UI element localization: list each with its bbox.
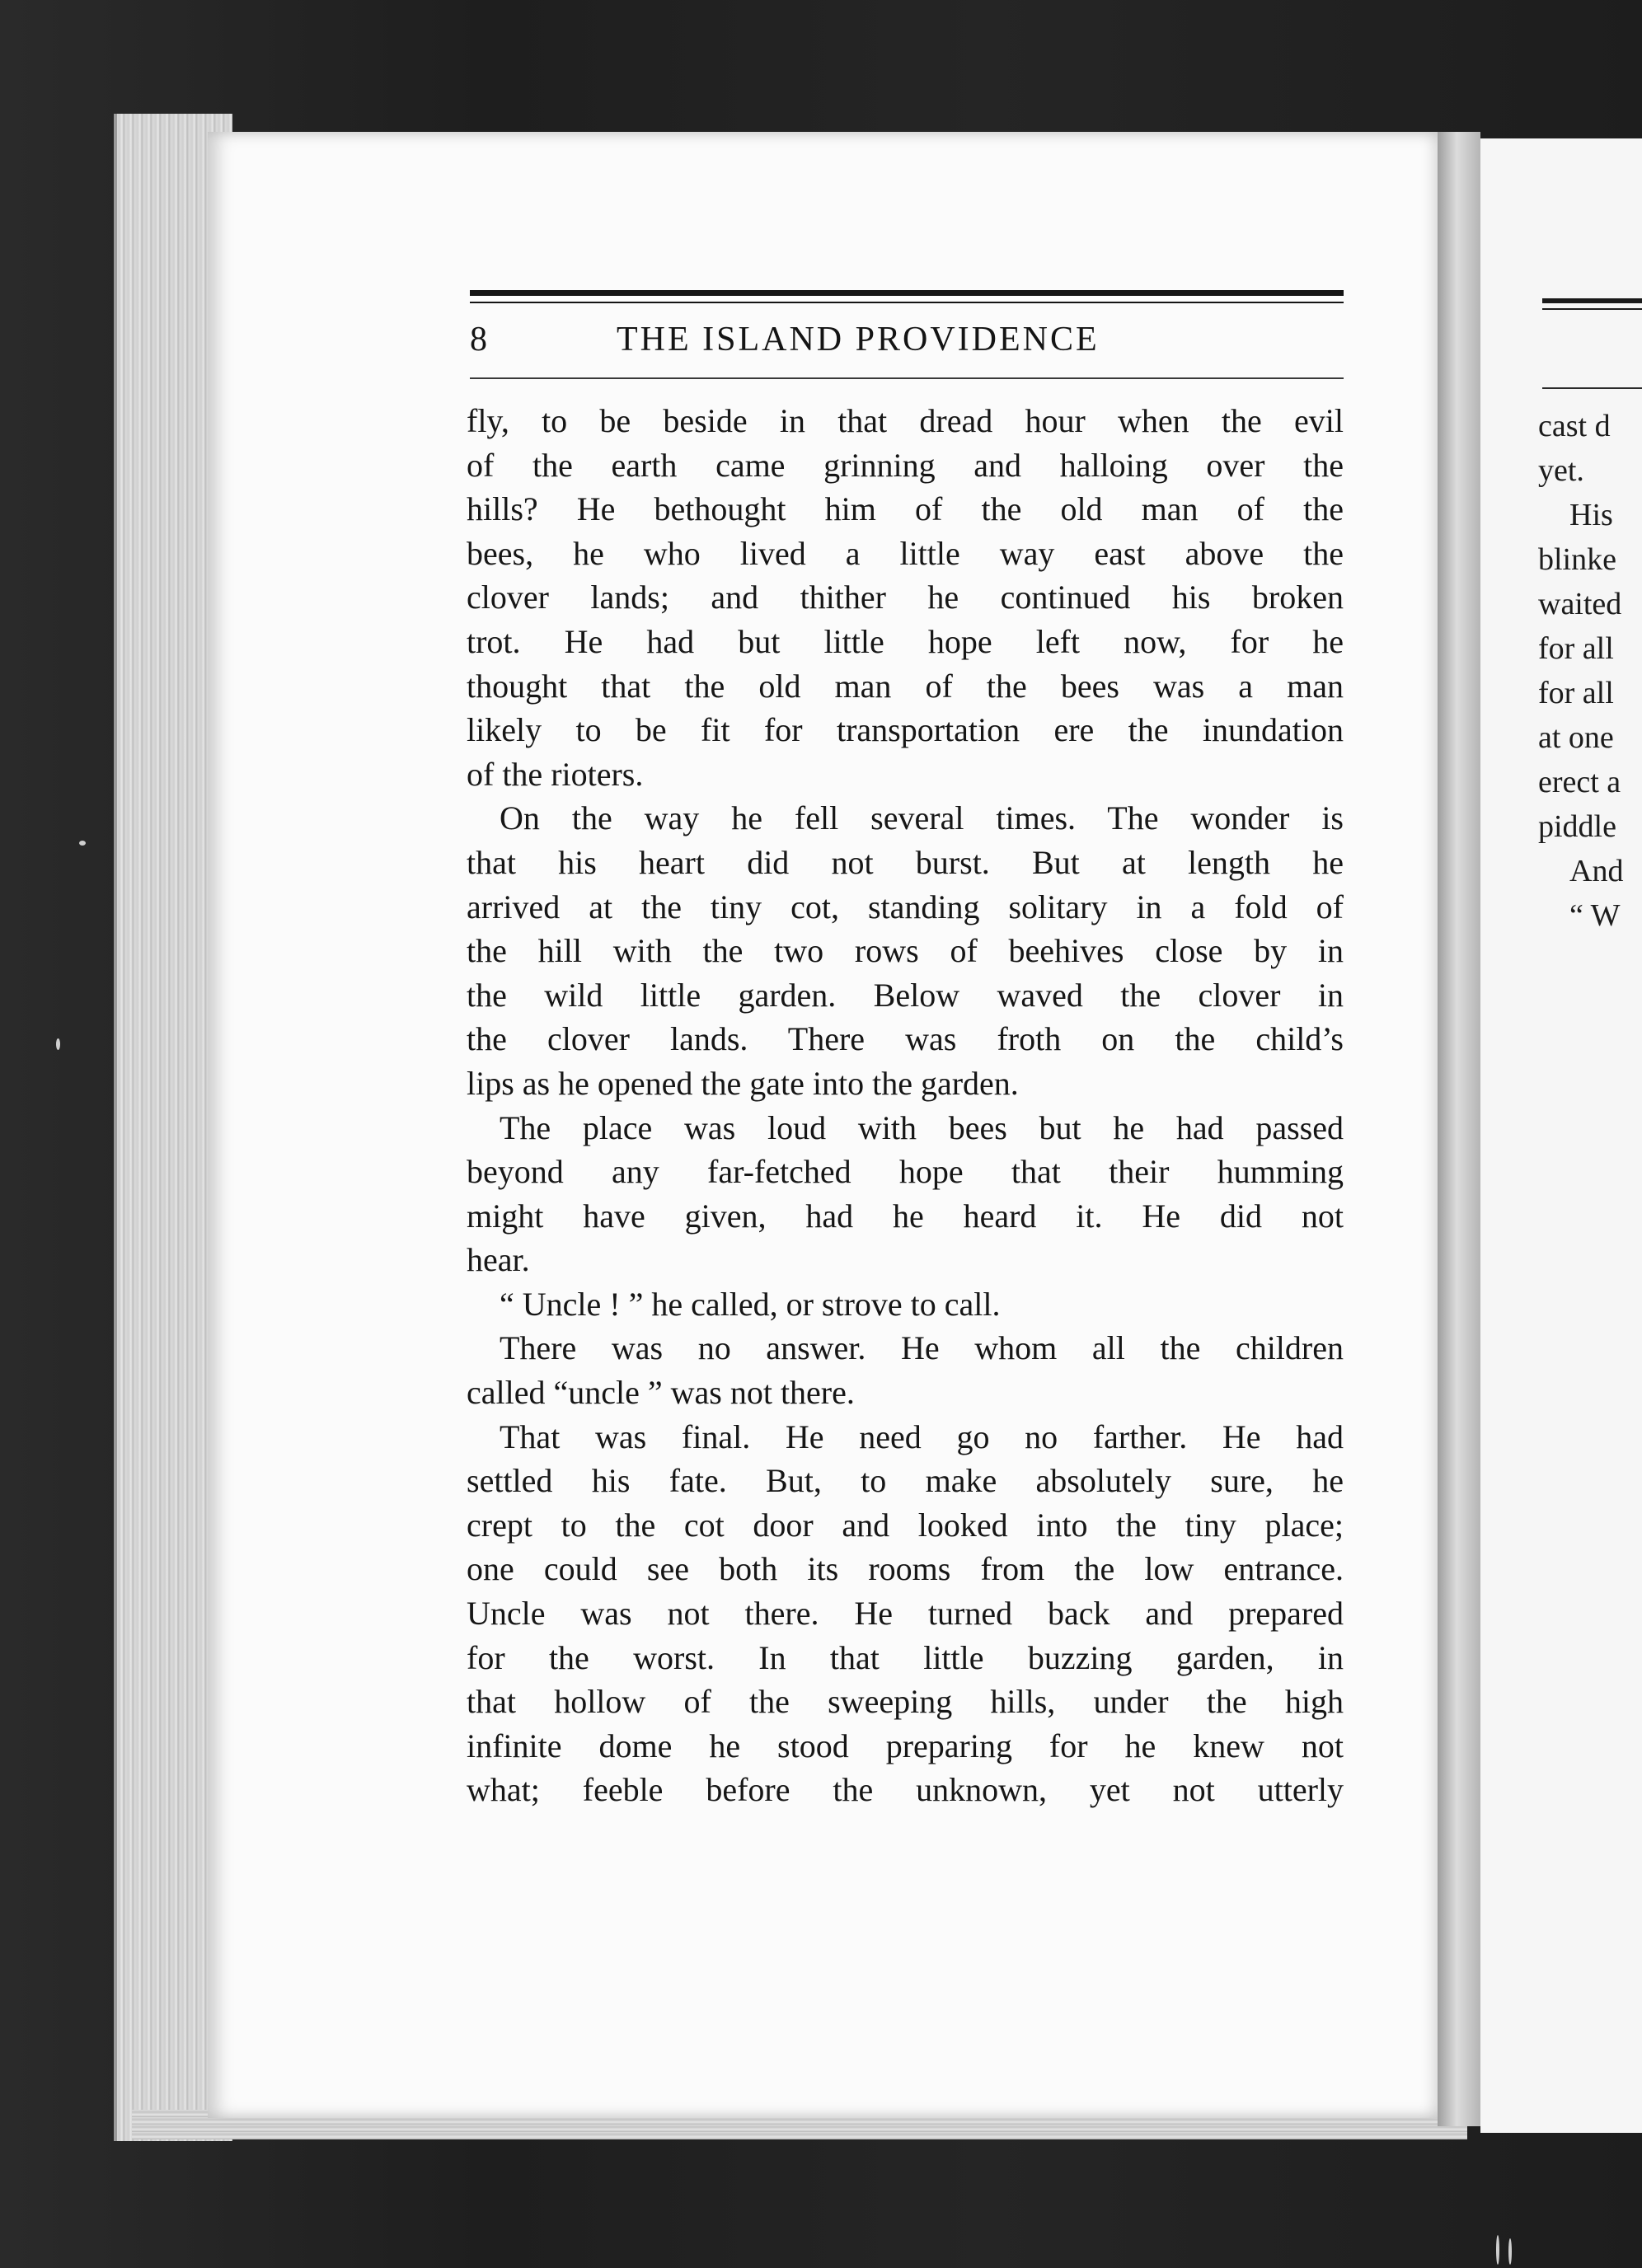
book-gutter <box>1438 132 1480 2126</box>
text-line: lips as he opened the gate into the garden. <box>467 1064 1019 1102</box>
text-line: arrived at the tiny cot, standing solitary in a fold of <box>467 888 1344 925</box>
right-page-text <box>1538 404 1642 938</box>
running-title: THE ISLAND PROVIDENCE <box>617 321 1100 358</box>
text-line: fly, to be beside in that dread hour when the evil <box>467 402 1344 439</box>
right-header-rule-thick <box>1542 298 1642 303</box>
text-line: beyond any far-fetched hope that their humming <box>467 1153 1344 1191</box>
text-line: one could see both its rooms from the low entrance. <box>467 1550 1344 1588</box>
text-line: The place was loud with bees but he had passed <box>500 1108 1344 1146</box>
text-line: Uncle was not there. He turned back and prepared <box>467 1595 1344 1633</box>
text-line: “ Uncle ! ” he called, or strove to call. <box>500 1285 1001 1323</box>
text-line: clover lands; and thither he continued his broken <box>467 579 1344 616</box>
scan-speck <box>1496 2235 1499 2265</box>
text-line: likely to be fit for transportation ere the inundation <box>467 711 1344 749</box>
scan-speck <box>1508 2238 1512 2265</box>
right-fragment: yet. <box>1538 453 1584 488</box>
text-line: of the rioters. <box>467 755 644 793</box>
right-fragment: cast d <box>1538 409 1611 443</box>
right-fragment: His <box>1569 498 1613 532</box>
right-fragment: erect a <box>1538 765 1621 799</box>
text-line: On the way he fell several times. The wonder is <box>500 799 1344 837</box>
text-line: thought that the old man of the bees was a man <box>467 667 1344 705</box>
text-line: settled his fate. But, to make absolutely sure, he <box>467 1462 1344 1500</box>
right-fragment: at one <box>1538 720 1614 755</box>
text-line: might have given, had he heard it. He did not <box>467 1197 1344 1235</box>
right-fragment: And <box>1569 854 1624 888</box>
header-rule-thin <box>470 302 1344 303</box>
running-head <box>470 320 1344 366</box>
text-line: infinite dome he stood preparing for he knew not <box>467 1727 1344 1764</box>
body-text <box>467 399 1344 1812</box>
right-fragment: for all <box>1538 631 1614 666</box>
text-line: hear. <box>467 1241 530 1279</box>
text-line: that his heart did not burst. But at length he <box>467 843 1344 881</box>
scan-speck <box>56 1038 60 1050</box>
text-line: the clover lands. There was froth on the child’s <box>467 1020 1344 1058</box>
text-line: hills? He bethought him of the old man of the <box>467 490 1344 528</box>
text-line: the hill with the two rows of beehives close by in <box>467 932 1344 970</box>
text-line: bees, he who lived a little way east above the <box>467 534 1344 572</box>
header-rule-under <box>470 377 1344 379</box>
text-line: what; feeble before the unknown, yet not utterly <box>467 1771 1344 1809</box>
header-rule-thick <box>470 290 1344 296</box>
page-number: 8 <box>470 321 488 358</box>
text-line: the wild little garden. Below waved the clover in <box>467 976 1344 1014</box>
text-line: There was no answer. He whom all the children <box>500 1329 1344 1367</box>
right-fragment: blinke <box>1538 542 1616 577</box>
right-fragment: “ W <box>1569 898 1621 933</box>
right-fragment: for all <box>1538 676 1614 710</box>
scan-speck <box>79 841 86 846</box>
text-line: That was final. He need go no farther. He had <box>500 1418 1344 1455</box>
text-line: for the worst. In that little buzzing garden, in <box>467 1638 1344 1676</box>
right-header-rule-under <box>1542 387 1642 389</box>
right-fragment: waited <box>1538 587 1622 621</box>
right-header-rule-thin <box>1542 308 1642 310</box>
text-line: of the earth came grinning and halloing over the <box>467 446 1344 484</box>
right-fragment: piddle <box>1538 809 1616 844</box>
text-line: that hollow of the sweeping hills, under the high <box>467 1683 1344 1721</box>
text-line: trot. He had but little hope left now, for he <box>467 622 1344 660</box>
right-page <box>1480 138 1642 2133</box>
text-line: called “uncle ” was not there. <box>467 1374 855 1412</box>
text-line: crept to the cot door and looked into the tiny place; <box>467 1506 1344 1544</box>
